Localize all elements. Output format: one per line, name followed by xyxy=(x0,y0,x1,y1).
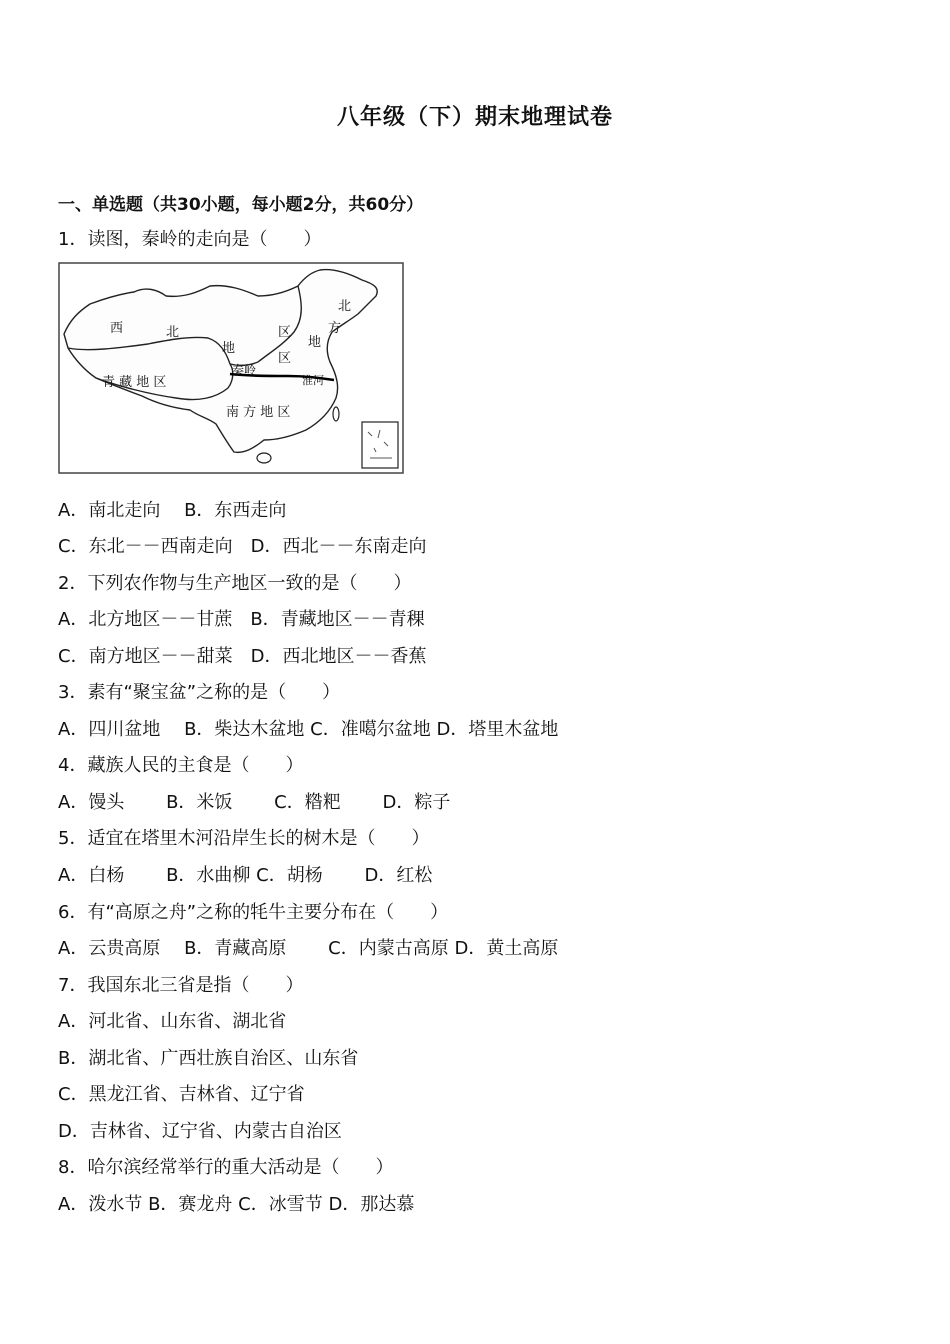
question-5-options xyxy=(58,863,432,889)
map-label-beifang-1: 北 xyxy=(338,299,352,314)
china-regions-map-figure xyxy=(58,262,404,474)
map-label-beifang-3: 地 xyxy=(308,335,322,350)
option-3a[interactable]: A．四川盆地 xyxy=(58,719,161,740)
option-4b[interactable]: B．米饭 xyxy=(166,792,233,813)
map-label-huaihe: 淮河 xyxy=(302,374,324,387)
option-2c[interactable]: C．南方地区－－甜菜 xyxy=(58,646,233,667)
option-3d[interactable]: D．塔里木盆地 xyxy=(436,719,559,740)
question-3-stem: 3．素有“聚宝盆”之称的是（ ） xyxy=(58,682,341,703)
option-6b[interactable]: B．青藏高原 xyxy=(184,938,287,959)
taiwan-island xyxy=(333,407,339,421)
option-2a[interactable]: A．北方地区－－甘蔗 xyxy=(58,609,233,630)
question-2-stem: 2．下列农作物与生产地区一致的是（ ） xyxy=(58,573,412,594)
question-4-stem: 4．藏族人民的主食是（ ） xyxy=(58,755,304,776)
option-6c[interactable]: C．内蒙古高原 xyxy=(328,938,449,959)
option-4c[interactable]: C．糌粑 xyxy=(274,792,341,813)
option-6a[interactable]: A．云贵高原 xyxy=(58,938,161,959)
south-china-sea-inset xyxy=(362,422,398,468)
option-2d[interactable]: D．西北地区－－香蕉 xyxy=(250,646,427,667)
option-8b[interactable]: B．赛龙舟 xyxy=(148,1194,233,1215)
option-3b[interactable]: B．柴达木盆地 xyxy=(184,719,305,740)
option-1c[interactable]: C．东北－－西南走向 xyxy=(58,536,233,557)
option-4a[interactable]: A．馒头 xyxy=(58,792,125,813)
question-6-stem: 6．有“高原之舟”之称的牦牛主要分布在（ ） xyxy=(58,902,449,923)
option-8a[interactable]: A．泼水节 xyxy=(58,1194,143,1215)
map-label-xibei-4: 区 xyxy=(278,325,292,340)
hainan-island xyxy=(257,453,271,463)
option-8c[interactable]: C．冰雪节 xyxy=(238,1194,323,1215)
page-title: 八年级（下）期末地理试卷 xyxy=(336,105,613,130)
map-label-nanfang: 南 方 地 区 xyxy=(226,405,291,420)
question-8-options xyxy=(58,1192,414,1218)
china-regions-map xyxy=(58,262,404,474)
map-label-xibei-1: 西 xyxy=(110,321,124,336)
map-label-beifang-2: 方 xyxy=(328,321,342,336)
question-6-options xyxy=(58,936,558,962)
option-6d[interactable]: D．黄土高原 xyxy=(454,938,559,959)
option-5c[interactable]: C．胡杨 xyxy=(256,865,323,886)
question-7-stem: 7．我国东北三省是指（ ） xyxy=(58,975,304,996)
option-1b[interactable]: B．东西走向 xyxy=(184,500,287,521)
option-1d[interactable]: D．西北－－东南走向 xyxy=(250,536,427,557)
option-1a[interactable]: A．南北走向 xyxy=(58,500,161,521)
map-label-xibei-2: 北 xyxy=(166,325,180,340)
map-label-qinling: 秦岭 xyxy=(232,363,257,377)
question-1-options-row-2 xyxy=(58,534,426,560)
option-7c[interactable]: C．黑龙江省、吉林省、辽宁省 xyxy=(58,1084,305,1105)
question-5-stem: 5．适宜在塔里木河沿岸生长的树木是（ ） xyxy=(58,828,430,849)
option-7a[interactable]: A．河北省、山东省、湖北省 xyxy=(58,1011,287,1032)
section-heading: 一、单选题（共30小题，每小题2分，共60分） xyxy=(58,195,424,215)
option-5a[interactable]: A．白杨 xyxy=(58,865,125,886)
option-2b[interactable]: B．青藏地区－－青稞 xyxy=(250,609,425,630)
question-2-options-row-2 xyxy=(58,644,426,670)
map-label-beifang-4: 区 xyxy=(278,351,292,366)
question-8-stem: 8．哈尔滨经常举行的重大活动是（ ） xyxy=(58,1157,394,1178)
option-5b[interactable]: B．水曲柳 xyxy=(166,865,251,886)
option-8d[interactable]: D．那达慕 xyxy=(328,1194,415,1215)
option-5d[interactable]: D．红松 xyxy=(364,865,433,886)
question-3-options xyxy=(58,717,558,743)
question-1-options-row-1 xyxy=(58,498,286,524)
map-label-xibei-3: 地 xyxy=(222,341,236,356)
question-4-options xyxy=(58,790,450,816)
option-3c[interactable]: C．准噶尔盆地 xyxy=(310,719,431,740)
option-4d[interactable]: D．粽子 xyxy=(382,792,451,813)
question-2-options-row-1 xyxy=(58,607,425,633)
option-7d[interactable]: D．吉林省、辽宁省、内蒙古自治区 xyxy=(58,1121,342,1142)
map-label-qingzang: 青 藏 地 区 xyxy=(102,375,167,390)
option-7b[interactable]: B．湖北省、广西壮族自治区、山东省 xyxy=(58,1048,359,1069)
question-1-stem: 1．读图，秦岭的走向是（ ） xyxy=(58,229,322,250)
